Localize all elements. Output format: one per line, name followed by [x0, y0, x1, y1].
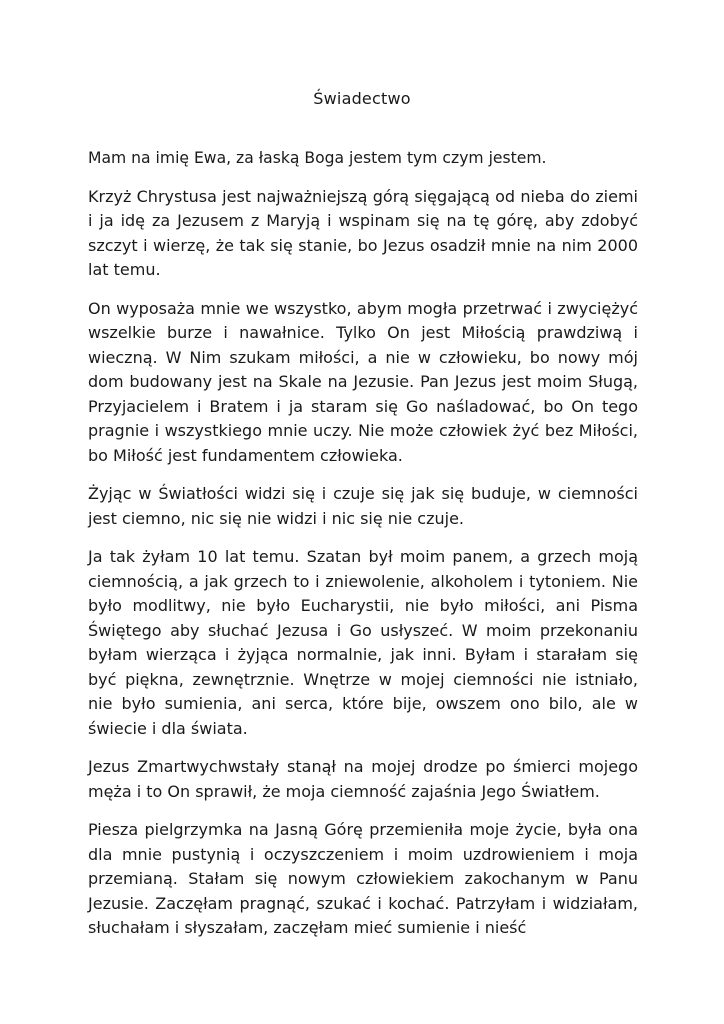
paragraph-intro: Mam na imię Ewa, za łaską Boga jestem tym czym jestem.	[88, 149, 547, 167]
document-body	[88, 146, 638, 955]
paragraph-pilgrimage: Piesza pielgrzymka na Jasną Górę przemieniła moje życie, była ona dla mnie pustynią i oczyszczeniem i moim uzdrowieniem i moja przemianą. Stałam się nowym człowiekiem zakochanym w Panu Jezusie. Zaczęłam pragnąć, szukać i kochać. Patrzyłam i widziałam, słuchałam i słyszałam, zaczęłam mieć sumienie i nieść	[88, 820, 638, 937]
paragraph-past: Ja tak żyłam 10 lat temu. Szatan był moim panem, a grzech moją ciemnością, a jak grzech to i zniewolenie, alkoholem i tytoniem. Nie było modlitwy, nie było Eucharystii, nie było miłości, ani Pisma Świętego aby słuchać Jezusa i Go usłyszeć. W moim przekonaniu byłam wierząca i żyjąca normalnie, jak inni. Byłam i starałam się być piękna, zewnętrznie. Wnętrze w mojej ciemności nie istniało, nie było sumienia, ani serca, które bije, owszem ono bilo, ale w świecie i dla świata.	[88, 547, 638, 738]
document-title: Świadectwo	[313, 89, 411, 108]
paragraph-light: Żyjąc w Światłości widzi się i czuje się jak się buduje, w ciemności jest ciemno, nic się nie widzi i nic się nie czuje.	[88, 484, 638, 528]
paragraph-cross: Krzyż Chrystusa jest najważniejszą górą sięgającą od nieba do ziemi i ja idę za Jezusem z Maryją i wspinam się na tę górę, aby zdobyć szczyt i wierzę, że tak się stanie, bo Jezus osadził mnie na nim 2000 lat temu.	[88, 186, 638, 279]
paragraph-resurrection: Jezus Zmartwychwstały stanął na mojej drodze po śmierci mojego męża i to On sprawił, że moja ciemność zajaśnia Jego Światłem.	[88, 757, 638, 801]
paragraph-love: On wyposaża mnie we wszystko, abym mogła przetrwać i zwyciężyć wszelkie burze i nawałnice. Tylko On jest Miłością prawdziwą i wieczną. W Nim szukam miłości, a nie w człowieku, bo nowy mój dom budowany jest na Skale na Jezusie. Pan Jezus jest moim Sługą, Przyjacielem i Bratem i ja staram się Go naśladować, bo On tego pragnie i wszystkiego mnie uczy. Nie może człowiek żyć bez Miłości, bo Miłość jest fundamentem człowieka.	[88, 298, 638, 465]
